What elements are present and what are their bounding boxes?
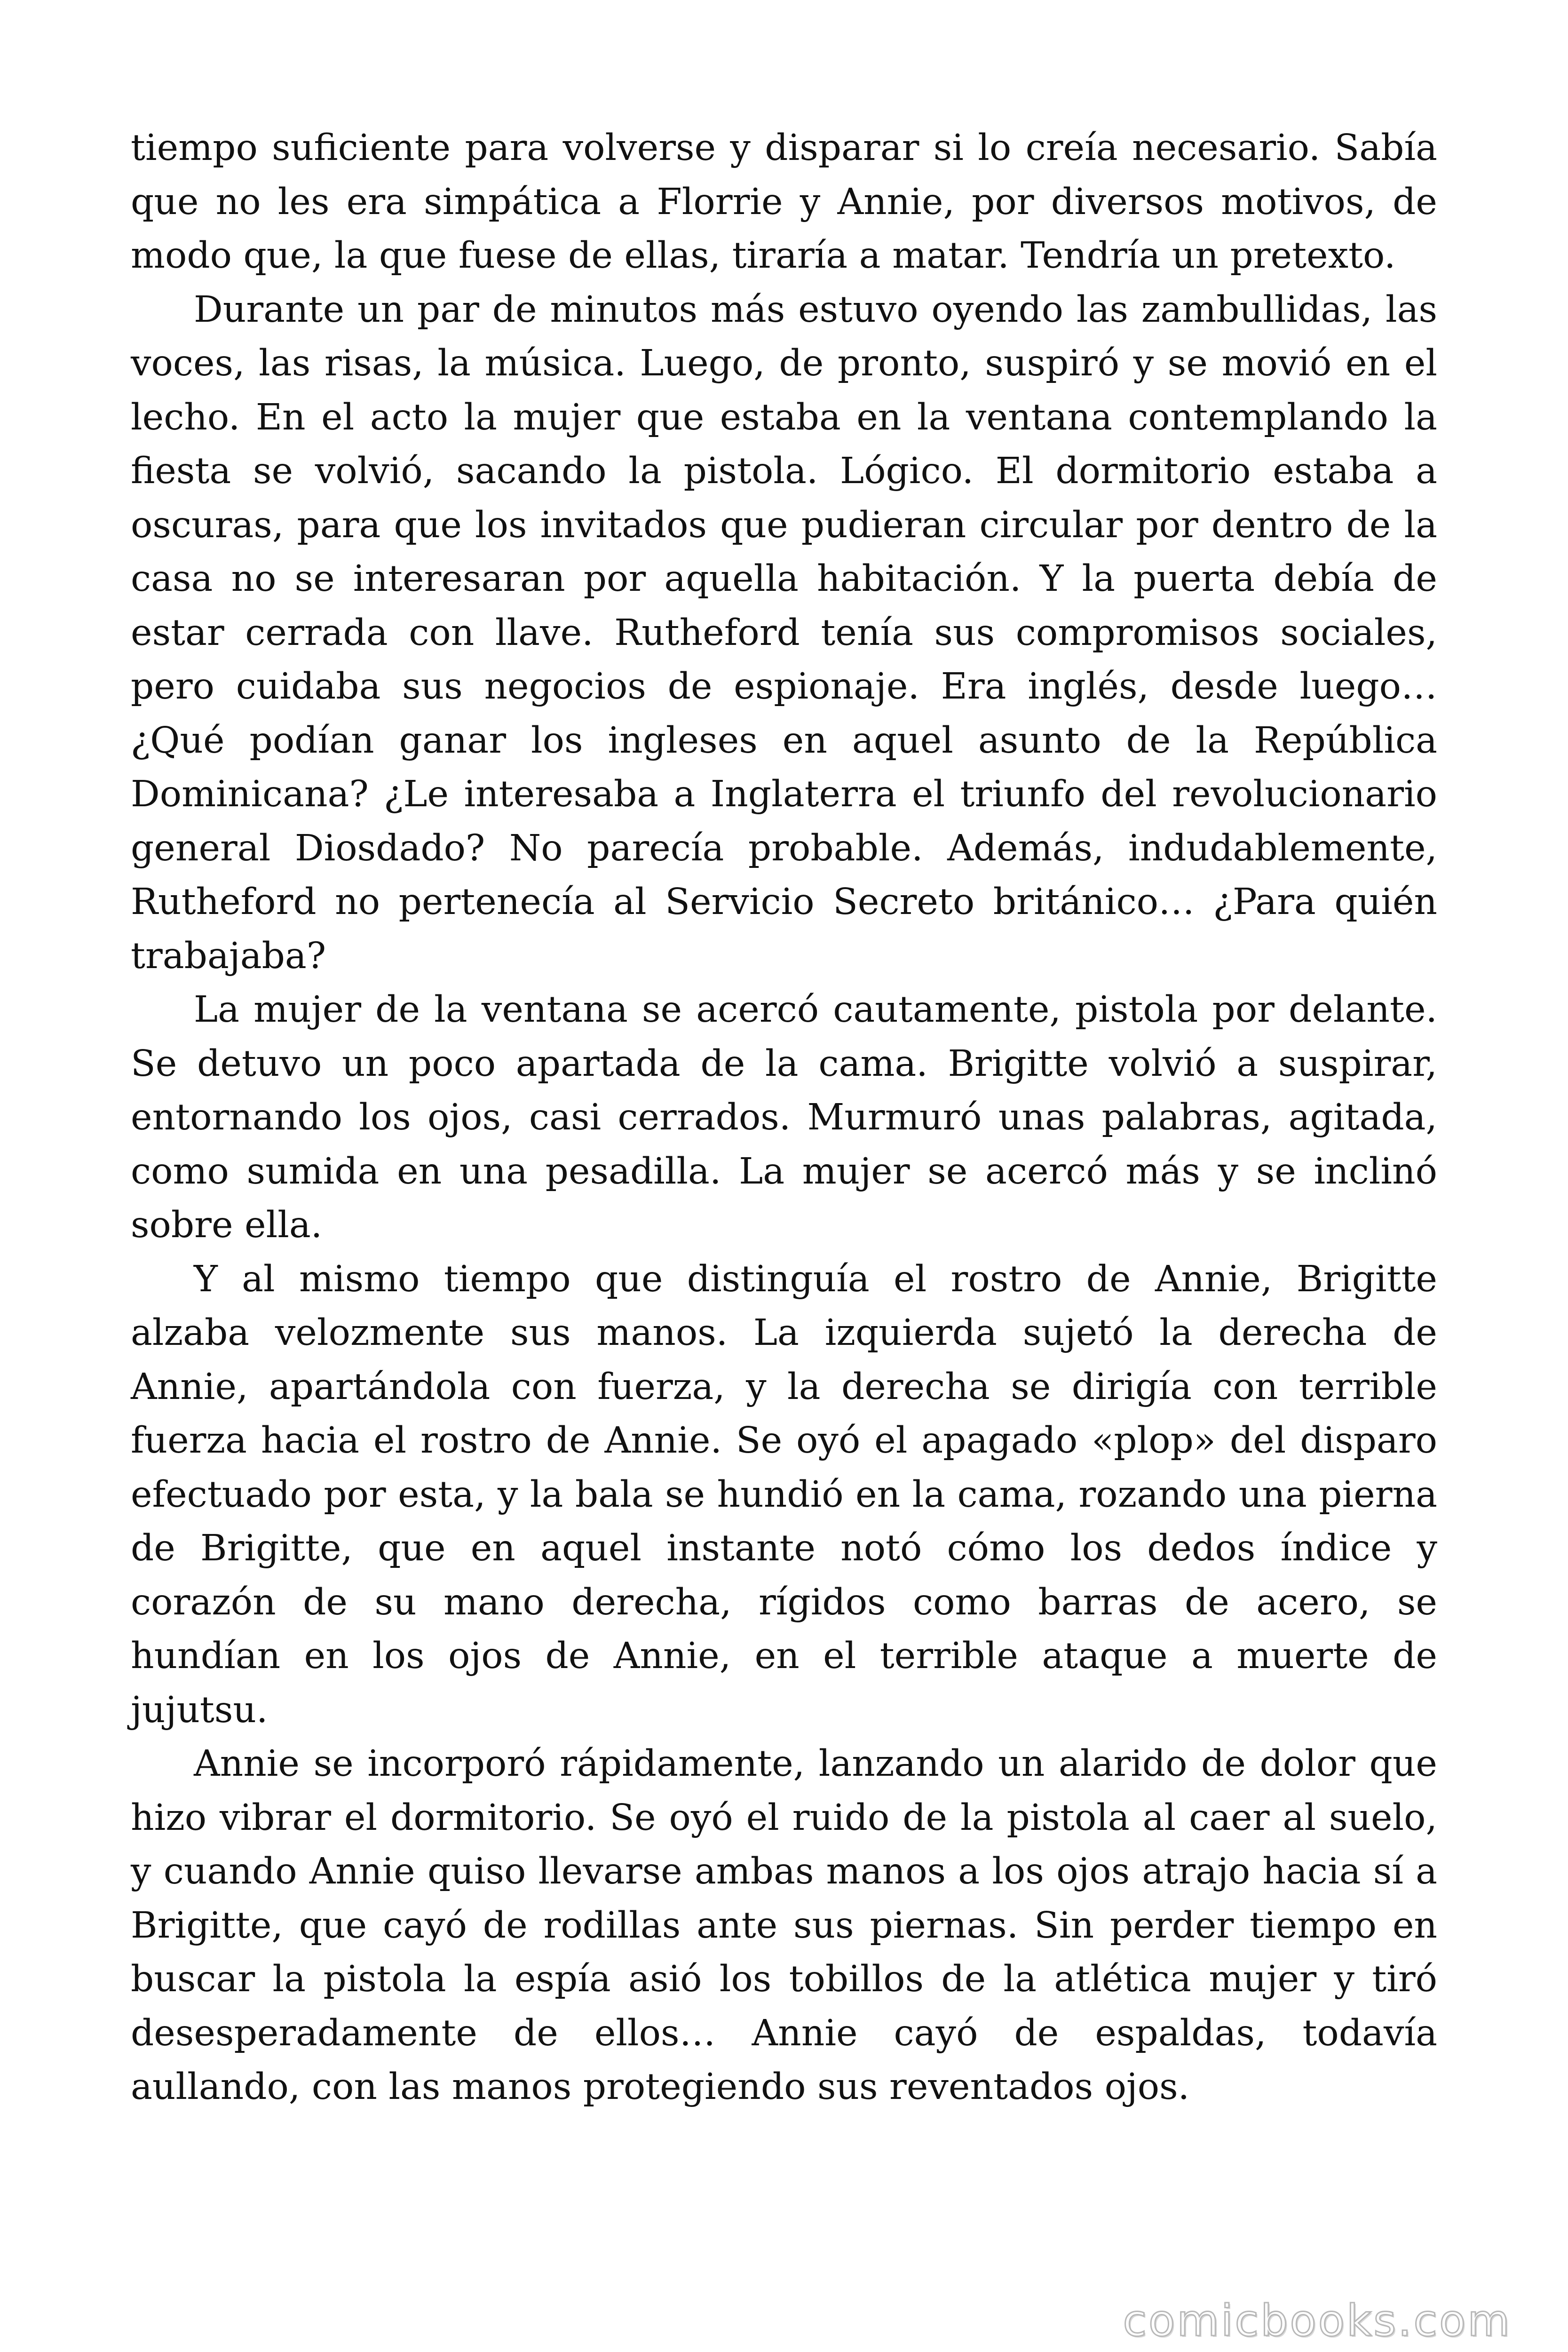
paragraph-5: Annie se incorporó rápidamente, lanzando un alarido de dolor que hizo vibrar el dormitorio. Se oyó el ruido de la pistola al caer al suelo, y cuando Annie quiso llevarse ambas manos a los ojos atrajo hacia sí a Brigitte, que cayó de rodillas ante sus piernas. Sin perder tiempo en buscar la pistola la espía asió los tobillos de la atlética mujer y tiró desesperadamente de ellos… Annie cayó de espaldas, todavía aullando, con las manos protegiendo sus reventados ojos. — [131, 1743, 1437, 2108]
document-page — [131, 121, 1437, 2238]
watermark: comicbooks.com — [1123, 2296, 1512, 2346]
paragraph-4: Y al mismo tiempo que distinguía el rostro de Annie, Brigitte alzaba velozmente sus manos. La izquierda sujetó la derecha de Annie, apartándola con fuerza, y la derecha se dirigía con terrible fuerza hacia el rostro de Annie. Se oyó el apagado «plop» del disparo efectuado por esta, y la bala se hundió en la cama, rozando una pierna de Brigitte, que en aquel instante notó cómo los dedos índice y corazón de su mano derecha, rígidos como barras de acero, se hundían en los ojos de Annie, en el terrible ataque a muerte de jujutsu. — [131, 1258, 1437, 1731]
paragraph-3: La mujer de la ventana se acercó cautamente, pistola por delante. Se detuvo un poco apartada de la cama. Brigitte volvió a suspirar, entornando los ojos, casi cerrados. Murmuró unas palabras, agitada, como sumida en una pesadilla. La mujer se acercó más y se inclinó sobre ella. — [131, 989, 1437, 1246]
paragraph-1: tiempo suficiente para volverse y disparar si lo creía necesario. Sabía que no les era simpática a Florrie y Annie, por diversos motivos, de modo que, la que fuese de ellas, tiraría a matar. Tendría un pretexto. — [131, 127, 1437, 277]
paragraph-2: Durante un par de minutos más estuvo oyendo las zambullidas, las voces, las risas, la música. Luego, de pronto, suspiró y se movió en el lecho. En el acto la mujer que estaba en la ventana contemplando la fiesta se volvió, sacando la pistola. Lógico. El dormitorio estaba a oscuras, para que los invitados que pudieran circular por dentro de la casa no se interesaran por aquella habitación. Y la puerta debía de estar cerrada con llave. Rutheford tenía sus compromisos sociales, pero cuidaba sus negocios de espionaje. Era inglés, desde luego… ¿Qué podían ganar los ingleses en aquel asunto de la República Dominicana? ¿Le interesaba a Inglaterra el triunfo del revolucionario general Diosdado? No parecía probable. Además, indudablemente, Rutheford no pertenecía al Servicio Secreto británico… ¿Para quién trabajaba? — [131, 288, 1437, 977]
